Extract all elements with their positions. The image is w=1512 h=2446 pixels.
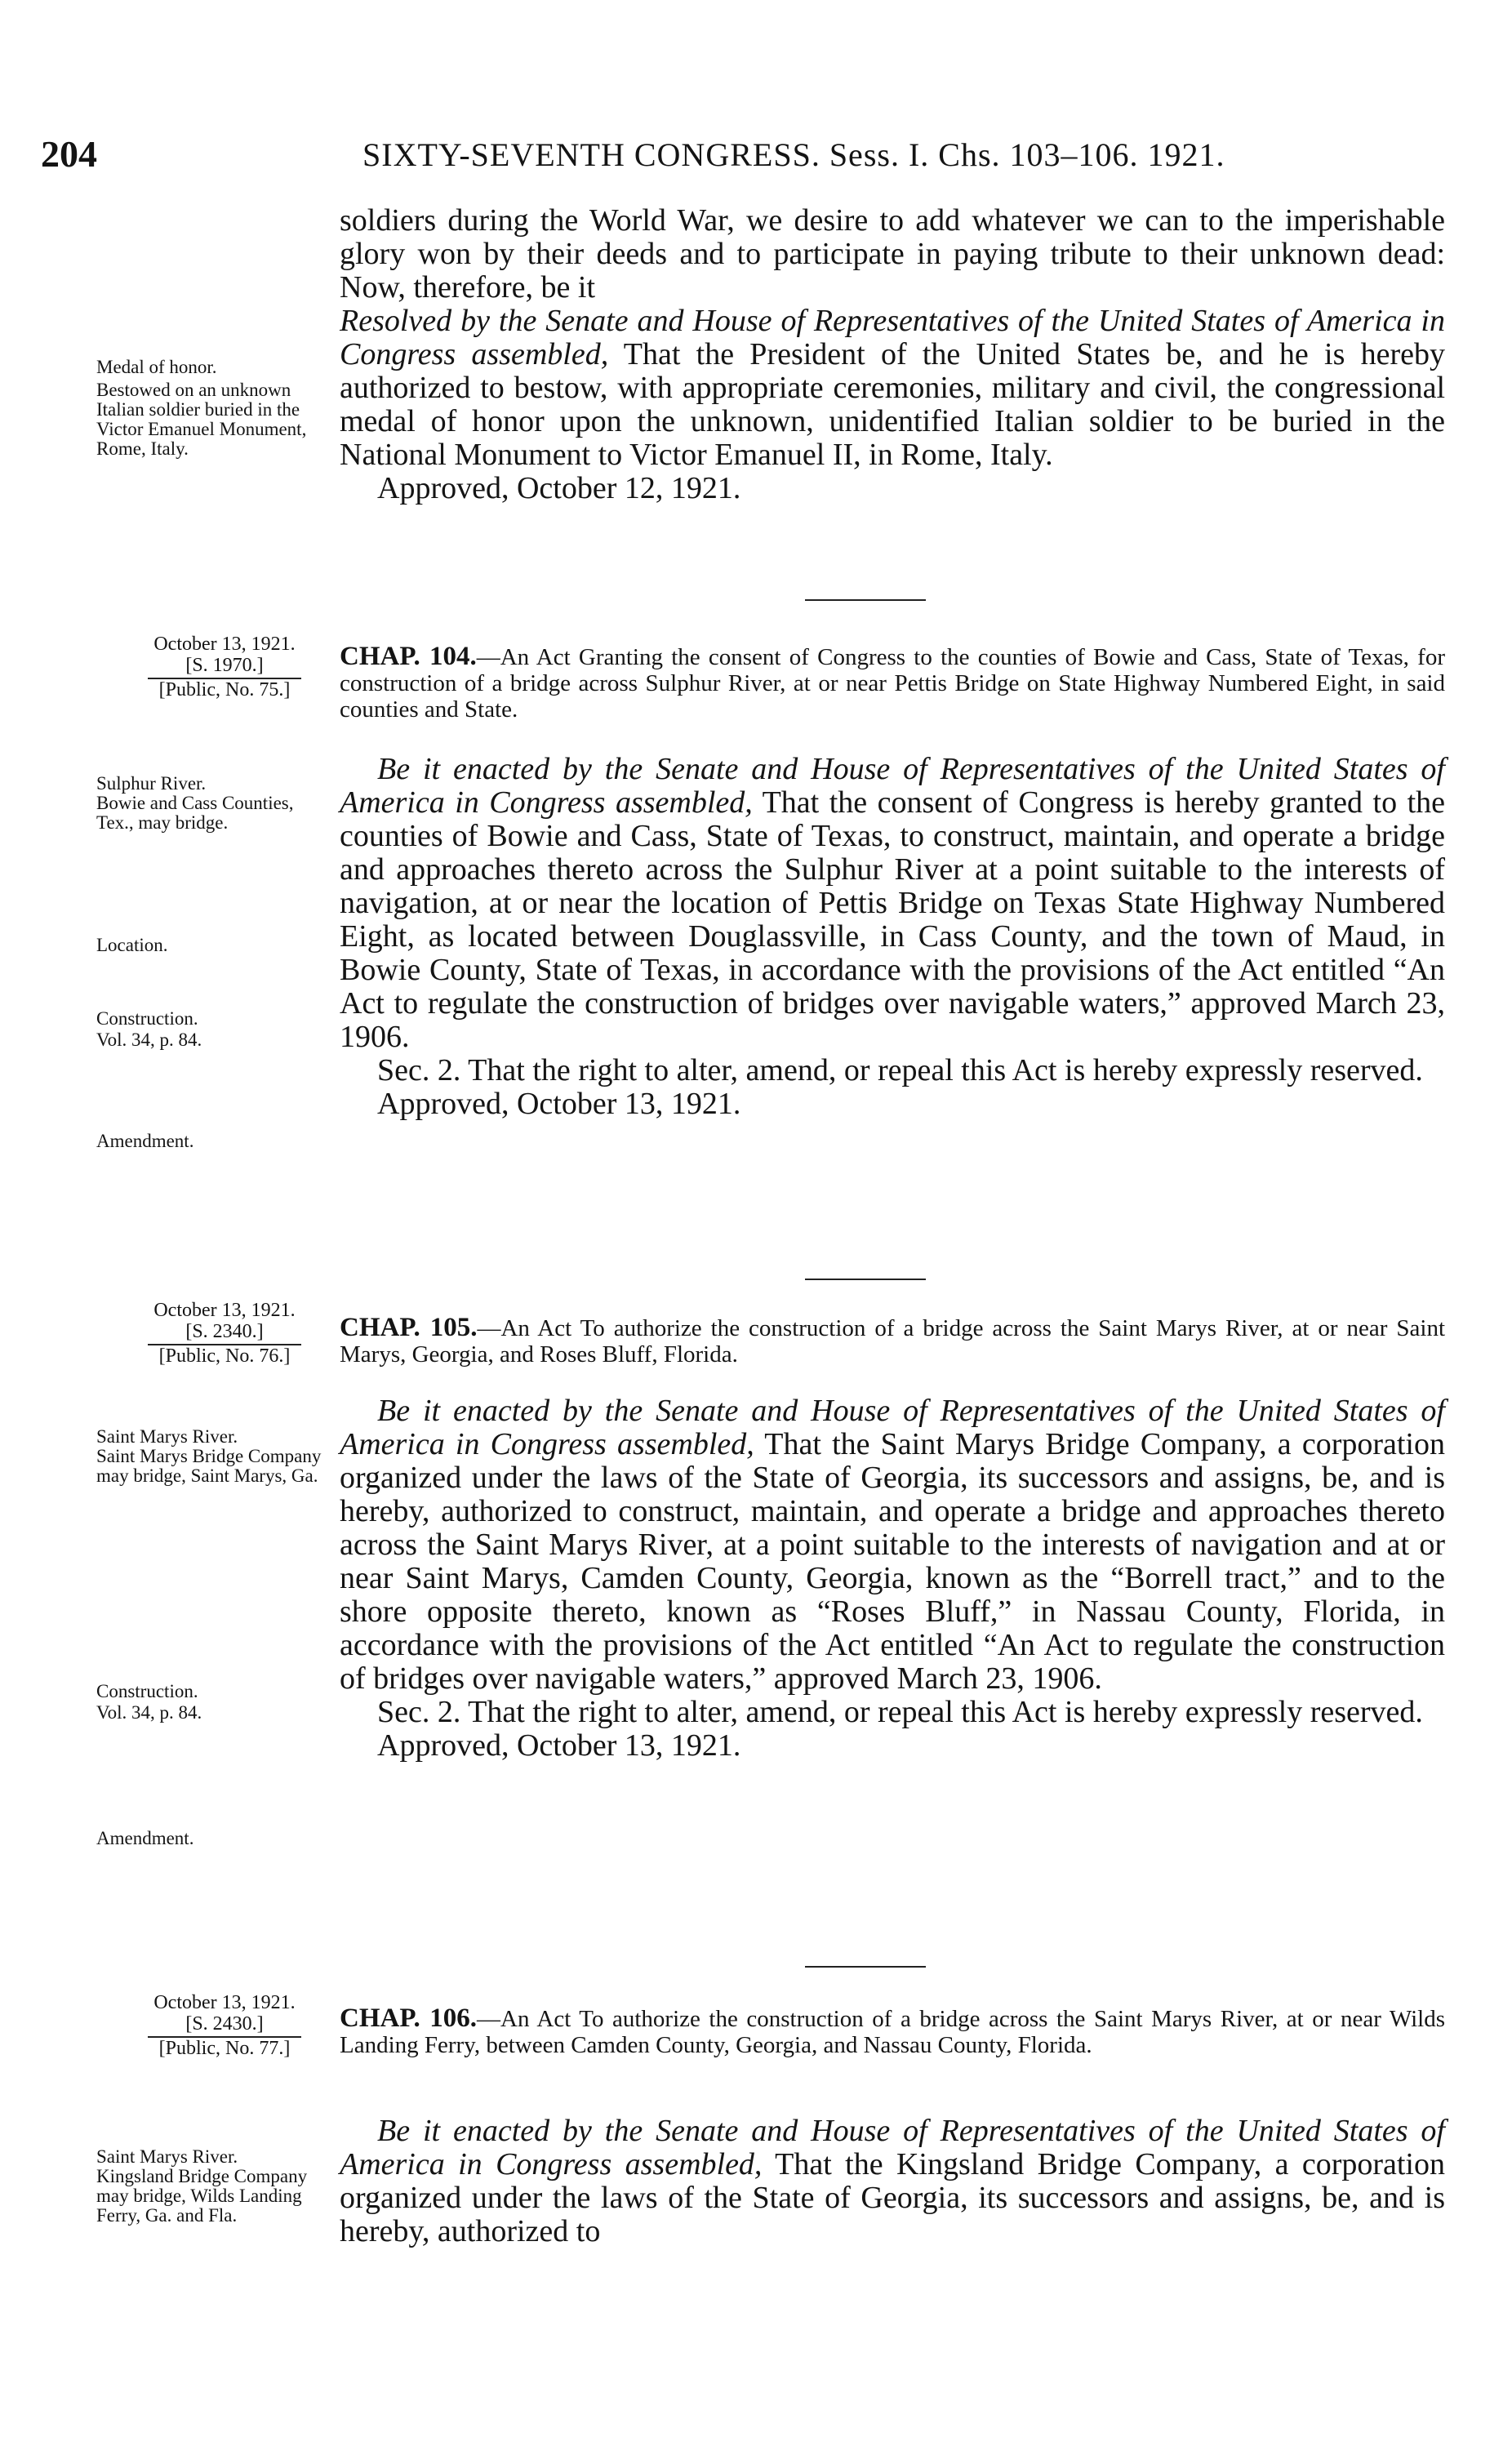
ch106-margin-river: Saint Marys River.: [96, 2146, 238, 2167]
ch106-body: [340, 2115, 1445, 2248]
page-header: [41, 132, 1429, 181]
ch105-approved: Approved, October 13, 1921.: [377, 1728, 741, 1763]
ch105-enacting-text: That the Saint Marys Bridge Company, a corporation organized under the laws of the State of Georgia, its successors and assigns, be, and is hereby, authorized to construct, maintain, and operate a bridge and approaches thereto across the Saint Marys River, at a point suitable to the interests of navigation and at or near Saint Marys, Camden County, Georgia, known as the “Borrell tract,” and to the shore opposite thereto, known as “Roses Bluff,” in Nassau County, Florida, in accordance with the provisions of the Act entitled “An Act to regulate the construction of bridges over navigable waters,” approved March 23, 1906.: [340, 1427, 1445, 1696]
ch105-enacting-clause: Be it enacted by the Senate and House of Representatives of the United States of America in Congress assembled,: [340, 1394, 1445, 1461]
ch106-margin-company: Kingsland Bridge Company may bridge, Wilds Landing Ferry, Ga. and Fla.: [96, 2166, 308, 2226]
ch105-margin-vol: Vol. 34, p. 84.: [96, 1702, 202, 1723]
ch106-public-number: [Public, No. 77.]: [148, 2036, 302, 2059]
running-title: SIXTY-SEVENTH CONGRESS. Sess. I. Chs. 103–106. 1921.: [362, 136, 1225, 173]
section-divider: [805, 599, 926, 601]
ch104-margin-vol: Vol. 34, p. 84.: [96, 1030, 202, 1050]
ch105-heading: [340, 1314, 1445, 1368]
ch104-enacting-clause: Be it enacted by the Senate and House of Representatives of the United States of America in Congress assembled,: [340, 752, 1445, 820]
ch104-enacting-text: That the consent of Congress is hereby granted to the counties of Bowie and Cass, State of Texas, to construct, maintain, and operate a bridge and approaches thereto across the Sulphur River at a point suitable to the interests of navigation, at or near the location of Pettis Bridge on Texas State Highway Numbered Eight, as located between Douglassville, in Cass County, and the town of Maud, in Bowie County, State of Texas, in accordance with the provisions of the Act entitled “An Act to regulate the construction of bridges over navigable waters,” approved March 23, 1906.: [340, 785, 1445, 1054]
ch104-heading: [340, 643, 1445, 723]
ch104-public-number: [Public, No. 75.]: [148, 678, 302, 700]
ch105-chapter-label: CHAP. 105.: [340, 1313, 478, 1342]
ch105-margin-amendment: Amendment.: [96, 1828, 194, 1848]
ch105-margin-river: Saint Marys River.: [96, 1426, 238, 1447]
ch105-margin-construction: Construction.: [96, 1681, 198, 1701]
ch104-chapter-description: —An Act Granting the consent of Congress to the counties of Bowie and Cass, State of Texas, for construction of a bridge across Sulphur River, at or near Pettis Bridge on State Highway Numbered Eight, in said counties and State.: [340, 644, 1445, 723]
ch106-bill-number: [S. 2430.]: [185, 2013, 264, 2035]
ch106-enacting-clause: Be it enacted by the Senate and House of Representatives of the United States of America in Congress assembled,: [340, 2114, 1445, 2181]
ch104-bill-number: [S. 1970.]: [185, 655, 264, 676]
ch103-approved: Approved, October 12, 1921.: [377, 471, 741, 505]
ch106-enacting-text: That the Kingsland Bridge Company, a corporation organized under the laws of the State of Georgia, its successors and assigns, be, and is hereby, authorized to: [340, 2147, 1445, 2248]
ch105-body: [340, 1394, 1445, 1763]
ch105-margin-company: Saint Marys Bridge Company may bridge, Saint Marys, Ga.: [96, 1446, 322, 1486]
ch105-chapter-description: —An Act To authorize the construction of a bridge across the Saint Marys River, at or near Saint Marys, Georgia, and Roses Bluff, Florida.: [340, 1315, 1445, 1368]
ch103-body: [340, 204, 1445, 505]
ch103-enacting-clause: Resolved by the Senate and House of Representatives of the United States of America in Congress assembled,: [340, 304, 1445, 371]
ch103-margin-medal: Medal of honor.: [96, 357, 217, 377]
ch104-date: October 13, 1921.: [153, 634, 296, 655]
ch104-chapter-label: CHAP. 104.: [340, 642, 477, 671]
section-divider: [805, 1966, 926, 1968]
ch106-chapter-label: CHAP. 106.: [340, 2003, 477, 2033]
ch104-margin-construction: Construction.: [96, 1008, 198, 1029]
ch105-margin-date: [106, 1300, 343, 1367]
ch106-date: October 13, 1921.: [153, 1992, 296, 2013]
ch104-margin-counties: Bowie and Cass Counties, Tex., may bridge.: [96, 793, 294, 833]
page-number: 204: [41, 133, 97, 175]
ch106-margin-date: [106, 1992, 343, 2059]
ch104-margin-location: Location.: [96, 935, 168, 955]
ch105-date: October 13, 1921.: [153, 1300, 296, 1321]
ch105-section-2: Sec. 2. That the right to alter, amend, or repeal this Act is hereby expressly reserved.: [377, 1695, 1423, 1729]
ch104-body: [340, 753, 1445, 1121]
ch103-continued-text: soldiers during the World War, we desire to add whatever we can to the imperishable glory won by their deeds and to participate in paying tribute to their unknown dead: Now, therefore, be it: [340, 203, 1445, 305]
ch103-resolution-text: That the President of the United States be, and he is hereby authorized to bestow, with appropriate ceremonies, military and civil, the congressional medal of honor upon the unknown, unidentified Italian soldier to be buried in the National Monument to Victor Emanuel II, in Rome, Italy.: [340, 337, 1445, 472]
ch104-margin-amendment: Amendment.: [96, 1131, 194, 1151]
ch106-chapter-description: —An Act To authorize the construction of a bridge across the Saint Marys River, at or near Wilds Landing Ferry, between Camden County, Georgia, and Nassau County, Florida.: [340, 2006, 1445, 2058]
ch103-margin-bestowed: Bestowed on an unknown Italian soldier buried in the Victor Emanuel Monument, Rome, Italy.: [96, 380, 307, 459]
ch105-public-number: [Public, No. 76.]: [148, 1344, 302, 1367]
ch105-bill-number: [S. 2340.]: [185, 1321, 264, 1342]
ch104-margin-river: Sulphur River.: [96, 773, 207, 794]
ch104-approved: Approved, October 13, 1921.: [377, 1087, 741, 1121]
ch106-heading: [340, 2005, 1445, 2058]
section-divider: [805, 1279, 926, 1280]
ch104-section-2: Sec. 2. That the right to alter, amend, or repeal this Act is hereby expressly reserved.: [377, 1053, 1423, 1087]
ch104-margin-date: [106, 634, 343, 700]
